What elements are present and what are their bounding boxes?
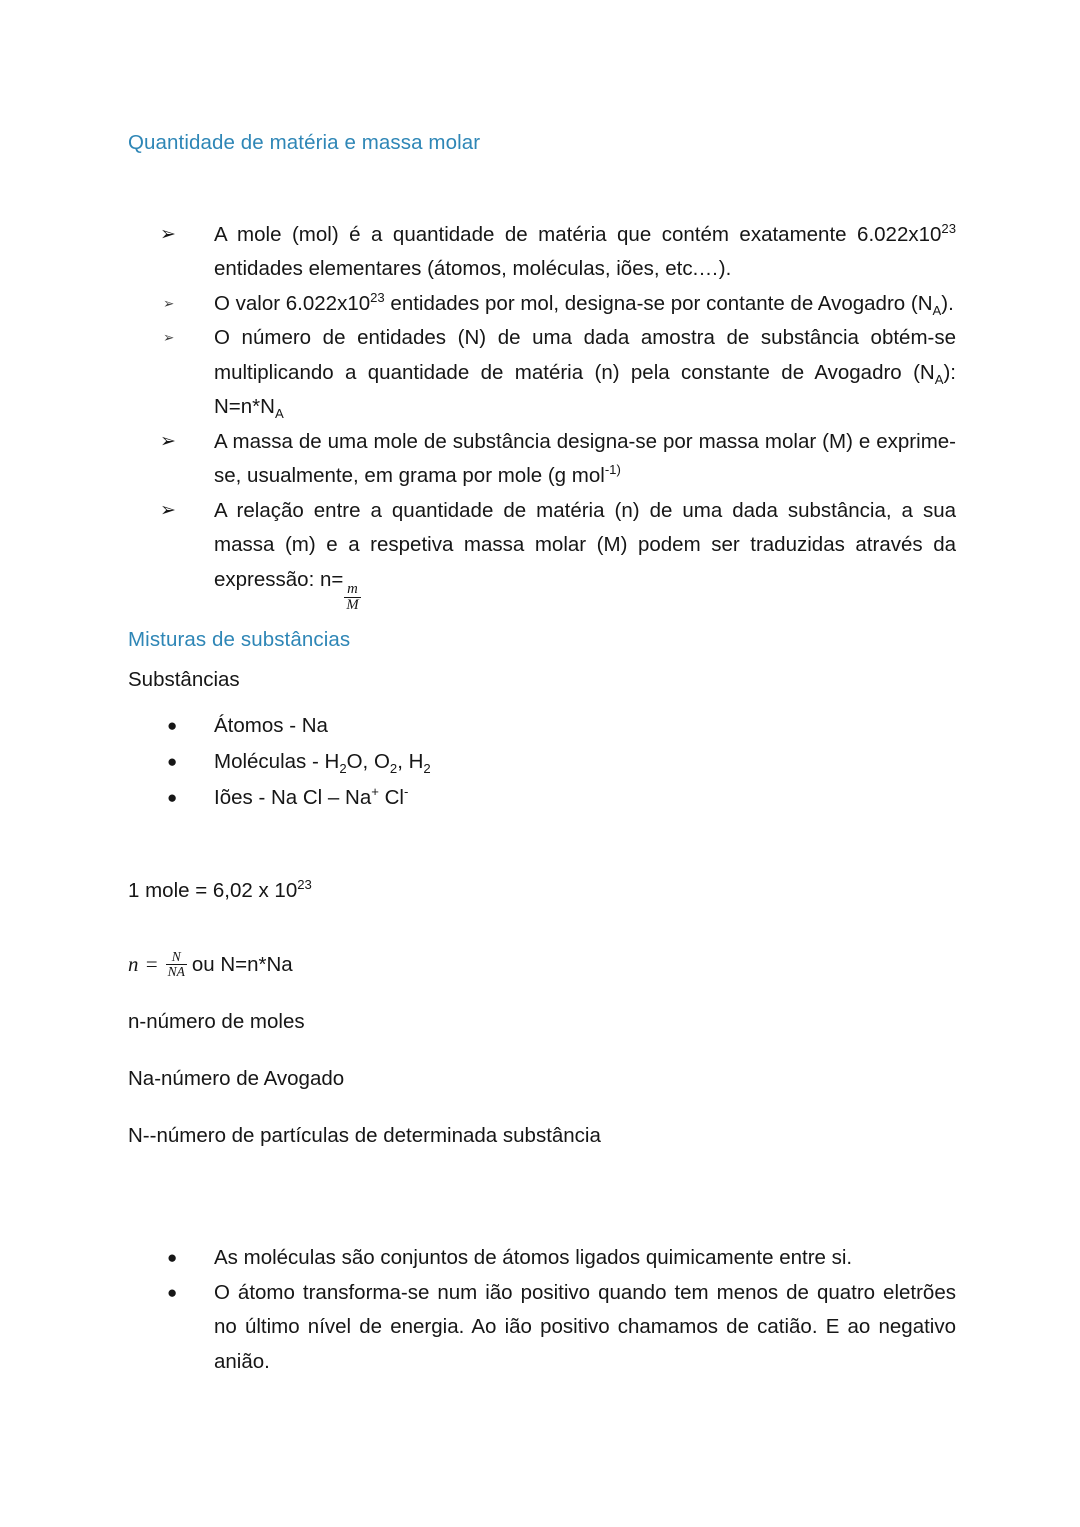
list-item-text: As moléculas são conjuntos de átomos ligados quimicamente entre si. [214, 1246, 853, 1270]
molar-definitions-list [128, 218, 956, 614]
superscript: 23 [370, 289, 385, 305]
list-item-text-part: O valor 6.022x10 [214, 291, 371, 315]
fraction-denominator: NA [167, 964, 185, 980]
definition-na: Na-número de Avogado [128, 1067, 345, 1091]
definition-n: n-número de moles [128, 1010, 305, 1034]
spacer [128, 1093, 956, 1123]
n-equation [128, 950, 956, 979]
list-item-text-part: O número de entidades (N) de uma dada amostra de substância obtém-se multiplicando a quantidade de matéria (n) pela constante de Avogadro (N [214, 326, 956, 384]
fraction-N-over-NA [166, 950, 187, 979]
list-item-text-part: entidades por mol, designa-se por contante de Avogadro (N [384, 291, 933, 315]
superscript: 23 [941, 220, 956, 236]
list-item-text-part: A mole (mol) é a quantidade de matéria que contém exatamente 6.022x10 [214, 222, 942, 246]
superscript: + [371, 783, 379, 799]
list-item-text-part: O, O [346, 749, 390, 773]
spacer [128, 653, 956, 667]
list-item-text-part: A relação entre a quantidade de matéria (n) de uma dada substância, a sua massa (m) e a respetiva massa molar (M) podem ser traduzidas através da expressão: n= [214, 498, 956, 591]
list-item-text-part: ): N=n*N [214, 360, 956, 419]
list-item [156, 425, 956, 494]
spacer [128, 904, 956, 950]
mole-equivalence-text: 1 mole = 6,02 x 10 [128, 878, 298, 902]
list-item [156, 780, 956, 816]
mole-equivalence [128, 878, 956, 905]
arrow-bullet-icon: ➢ [160, 430, 176, 452]
list-item [156, 708, 956, 744]
spacer [128, 694, 956, 708]
list-item [156, 1241, 956, 1276]
list-item-text-part: A massa de uma mole de substância designa-se por massa molar (M) e exprime-se, usualmente, em grama por mole (g mol [214, 429, 956, 488]
section-heading-misturas: Misturas de substâncias [128, 628, 351, 652]
arrow-bullet-icon: ➢ [160, 223, 176, 245]
equation-variable-n: n [128, 952, 139, 977]
subscript: A [274, 406, 284, 422]
spacer [128, 156, 956, 218]
spacer [128, 613, 956, 627]
spacer [128, 1211, 956, 1241]
list-item-text-part: entidades elementares (átomos, moléculas, iões, etc.…). [214, 257, 732, 281]
dot-bullet-icon: ● [167, 715, 178, 735]
subscript: 2 [423, 760, 431, 776]
subscript: 2 [339, 760, 347, 776]
fraction-m-over-M [344, 582, 360, 614]
page-title: Quantidade de matéria e massa molar [128, 131, 481, 154]
list-item [156, 287, 956, 322]
spacer [128, 979, 956, 1009]
substancias-list [128, 708, 956, 816]
spacer [128, 1149, 956, 1211]
arrow-bullet-icon: ➢ [160, 499, 176, 521]
definition-N: N--número de partículas de determinada substância [128, 1123, 601, 1147]
equation-equals-sign: = [144, 952, 159, 977]
spacer [128, 1036, 956, 1066]
list-item-text-part: ). [941, 291, 954, 315]
list-item [156, 218, 956, 287]
list-item-text: Átomos - Na [214, 713, 328, 737]
dot-bullet-icon: ● [167, 751, 178, 771]
fraction-denominator: M [346, 597, 359, 614]
superscript: - [403, 783, 409, 799]
fraction-numerator: m [347, 580, 358, 597]
list-item [156, 744, 956, 780]
fraction-numerator: N [171, 949, 181, 965]
list-item-text-part: Iões - Na Cl – Na [214, 785, 372, 809]
list-item [156, 321, 956, 425]
arrow-bullet-icon: ➢ [163, 330, 175, 346]
superscript: 23 [297, 876, 312, 892]
list-item-text-part: Moléculas - H [214, 749, 340, 773]
arrow-bullet-icon: ➢ [163, 295, 175, 311]
list-item [156, 494, 956, 614]
subscript: 2 [389, 760, 398, 776]
subscript: A [934, 371, 944, 387]
notes-list [128, 1241, 956, 1379]
dot-bullet-icon: ● [167, 787, 178, 807]
dot-bullet-icon: ● [167, 1248, 178, 1268]
list-item [156, 1276, 956, 1380]
dot-bullet-icon: ● [167, 1282, 178, 1302]
equation-alternative-form: ou N=n*Na [191, 952, 293, 976]
spacer [128, 816, 956, 878]
substancias-label: Substâncias [128, 668, 240, 692]
subscript: A [932, 302, 942, 318]
document-content [128, 0, 956, 1379]
superscript: -1) [604, 462, 621, 478]
list-item-text: O átomo transforma-se num ião positivo quando tem menos de quatro eletrões no último nível de energia. Ao ião positivo chamamos de catião. E ao negativo anião. [214, 1280, 956, 1373]
list-item-text-part: , H [397, 749, 424, 773]
list-item-text-part: Cl [378, 785, 404, 809]
